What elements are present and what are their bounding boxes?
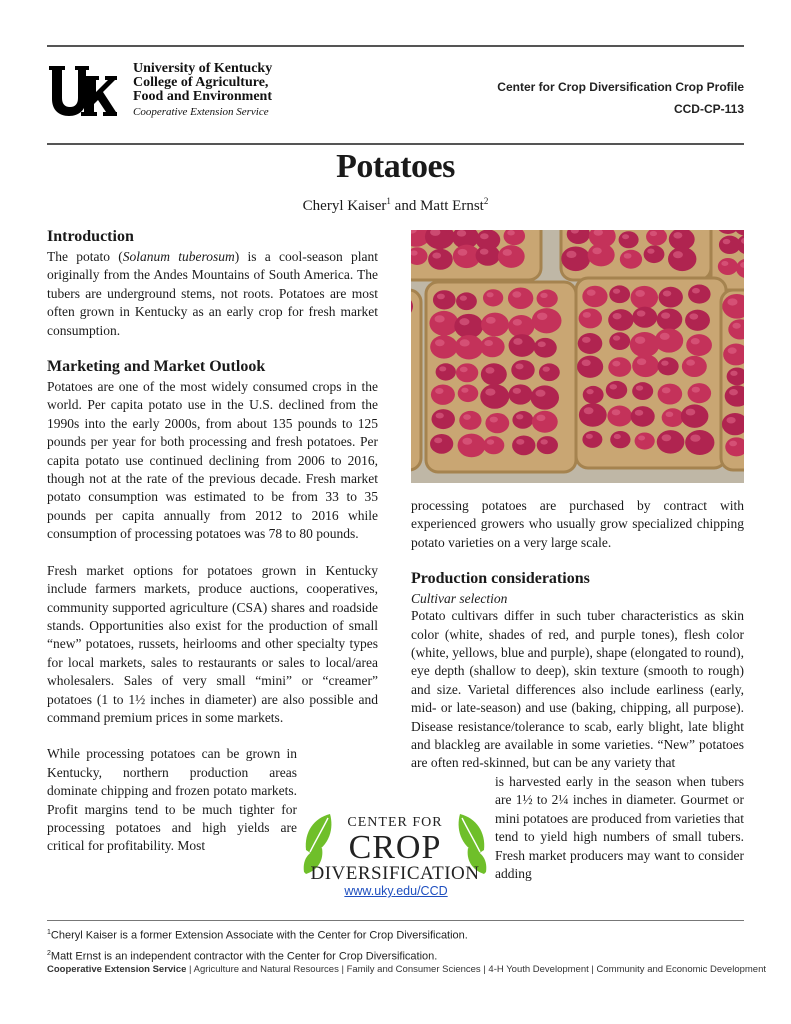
- institution-line-1: University of Kentucky: [133, 61, 273, 76]
- potato-highlight: [660, 333, 670, 340]
- potato-highlight: [485, 367, 494, 373]
- ccd-logo-line-2: CROP: [348, 829, 442, 866]
- left-column: [47, 228, 378, 874]
- potato: [688, 285, 710, 304]
- potato: [608, 309, 633, 331]
- potato-highlight: [690, 434, 700, 441]
- potato: [539, 363, 560, 381]
- potato: [609, 332, 630, 350]
- author-2-sup: 2: [483, 196, 489, 206]
- potato: [619, 231, 639, 248]
- potato-highlight: [462, 438, 472, 445]
- potato-highlight: [686, 409, 696, 416]
- header-rule: [47, 143, 744, 145]
- potato-highlight: [662, 387, 671, 393]
- potato-highlight: [686, 360, 695, 366]
- potato: [480, 384, 509, 409]
- potato: [685, 310, 710, 331]
- potato-highlight: [729, 441, 737, 447]
- potato: [455, 335, 484, 360]
- potato: [483, 289, 503, 306]
- potato-highlight: [726, 417, 735, 424]
- potato-highlight: [459, 318, 469, 325]
- potato: [498, 245, 525, 268]
- potato: [431, 409, 454, 429]
- marketing-heading: Marketing and Market Outlook: [47, 358, 266, 376]
- potato: [579, 308, 602, 328]
- potato: [537, 290, 558, 308]
- potato-highlight: [622, 234, 629, 239]
- author-joiner: and: [390, 198, 421, 214]
- institution-line-2: College of Agriculture,: [133, 75, 269, 90]
- potato: [658, 287, 682, 308]
- potato: [485, 413, 509, 433]
- potato-highlight: [635, 336, 645, 343]
- potato-highlight: [592, 247, 601, 254]
- potato-highlight: [730, 371, 737, 376]
- potato-highlight: [637, 310, 646, 316]
- potato: [508, 287, 533, 309]
- potato: [429, 311, 458, 336]
- potato-highlight: [613, 335, 620, 340]
- potato-highlight: [432, 253, 441, 259]
- marketing-paragraph-1: Potatoes are one of the most widely consumed crops in the world. Per capita potato use in the U.S. declined from the 1990s into the early 2000s, from about 135 pounds to 125 pounds per year for both processing and fresh potatoes. Per capita potato use continued declining from 2006 to 2016, though not at the rate of the previous decade. Fresh market potato consumption was estimated to be from 33 to 35 pounds per capita annually from 2012 to 2016 while consumption of processing potatoes was 78 to 80 pounds.: [47, 379, 378, 542]
- potato-highlight: [480, 249, 489, 255]
- potato-highlight: [566, 251, 576, 258]
- potato: [662, 408, 684, 427]
- intro-paragraph: [47, 248, 378, 340]
- potato: [509, 334, 536, 357]
- cultivar-paragraph: Potato cultivars differ in such tuber characteristics as skin color (white, shades of red, and purple tones), flesh color (white, yellows, blue and purple), shape (elongated to round), eye depth (shallow to deep), skin texture (smooth to rough) and size. Varietal differences also include earliness (early, mid- or late-season) and use (baking, chipping, all purpose). Disease resistance/tolerance to scab, early blight, late blight and blackleg are available in some varieties. “New” potatoes are often red-skinned, but can be any variety that: [411, 608, 744, 771]
- footnote-2-text: Matt Ernst is an independent contractor with the Center for Crop Diversification.: [50, 950, 438, 963]
- potato-highlight: [661, 360, 668, 365]
- potato: [454, 314, 483, 339]
- potato-highlight: [587, 290, 596, 296]
- potato: [644, 245, 665, 263]
- footnote-2-marker: 2: [47, 949, 51, 957]
- potato-highlight: [613, 289, 620, 294]
- potato: [430, 434, 453, 454]
- potato-highlight: [486, 317, 496, 324]
- potato-highlight: [692, 387, 700, 393]
- potato-highlight: [624, 253, 632, 259]
- potato-highlight: [586, 389, 593, 394]
- footnote-1: [47, 924, 468, 945]
- intro-heading: Introduction: [47, 228, 134, 245]
- potato: [632, 354, 659, 377]
- potato: [658, 384, 683, 405]
- potato-highlight: [647, 248, 654, 253]
- potato-highlight: [434, 437, 442, 443]
- potato: [681, 404, 709, 427]
- potato: [508, 315, 534, 337]
- potato: [531, 385, 560, 409]
- potato: [632, 307, 657, 328]
- potato: [456, 292, 477, 310]
- potato-highlight: [460, 296, 467, 301]
- potato-highlight: [513, 388, 521, 394]
- potato: [631, 406, 655, 427]
- potato: [635, 432, 655, 449]
- potato-highlight: [460, 339, 470, 346]
- potato-highlight: [535, 390, 545, 397]
- potato: [476, 245, 501, 266]
- potato-highlight: [536, 415, 545, 421]
- potato-highlight: [435, 388, 443, 394]
- potato-highlight: [458, 249, 468, 256]
- ccd-logo-line-1: CENTER FOR: [347, 815, 443, 830]
- potato: [588, 243, 615, 266]
- potato-highlight: [435, 339, 445, 346]
- potato-highlight: [516, 439, 524, 445]
- potato-highlight: [636, 385, 643, 390]
- potato: [431, 384, 455, 404]
- footnote-1-marker: 1: [47, 929, 51, 936]
- potato: [632, 382, 653, 400]
- potato-highlight: [582, 360, 591, 367]
- potato: [582, 431, 602, 448]
- potato-highlight: [480, 233, 489, 239]
- potato-highlight: [487, 292, 494, 297]
- potato-highlight: [650, 231, 657, 236]
- footnote-rule: [47, 920, 744, 921]
- potato-highlight: [512, 291, 521, 297]
- author-1-sup: 1: [386, 196, 391, 206]
- potato: [582, 286, 607, 307]
- potato: [436, 363, 456, 380]
- footnote-1-text: Cheryl Kaiser is a former Extension Associate with the Center for Crop Diversification.: [50, 929, 468, 942]
- potato: [456, 363, 478, 382]
- potato-baskets-photo: [411, 230, 744, 483]
- potato: [657, 308, 683, 330]
- potato: [459, 411, 481, 430]
- potato: [537, 436, 558, 454]
- potato: [688, 383, 712, 403]
- potato-highlight: [515, 363, 523, 369]
- potato-highlight: [612, 361, 620, 367]
- potato: [512, 411, 533, 429]
- author-2: Matt Ernst: [420, 198, 484, 214]
- potato-highlight: [584, 407, 594, 414]
- intro-text-a: The potato (: [47, 249, 123, 264]
- potato: [718, 258, 738, 275]
- potato: [668, 247, 696, 271]
- potato: [480, 336, 505, 357]
- potato: [608, 357, 631, 377]
- footnote-2: [47, 945, 468, 966]
- potato-highlight: [635, 290, 645, 297]
- cultivar-subhead: Cultivar selection: [411, 591, 508, 607]
- potato: [532, 411, 558, 433]
- potato-highlight: [463, 414, 471, 420]
- potato-highlight: [582, 337, 591, 343]
- potato: [508, 384, 532, 404]
- potato: [481, 363, 507, 385]
- page-title: Potatoes: [336, 148, 455, 185]
- potato-highlight: [732, 323, 740, 329]
- potato-highlight: [673, 232, 682, 238]
- uk-logo-icon: [47, 64, 117, 120]
- potato-highlight: [729, 389, 738, 395]
- ccd-logo-line-3: DIVERSIFICATION: [310, 863, 480, 884]
- footer-bold: Cooperative Extension Service: [47, 964, 187, 975]
- potato-baskets-image: [411, 230, 744, 483]
- potato-highlight: [614, 434, 621, 439]
- potato: [579, 403, 607, 427]
- profile-label: [497, 76, 744, 120]
- potato-highlight: [661, 312, 670, 318]
- potato-highlight: [487, 439, 494, 444]
- potato-highlight: [457, 230, 466, 237]
- cultivar-paragraph-continued: is harvested early in the season when tubers are 1½ to 2¼ inches in diameter. Gourmet or mini potatoes are produced from varieties that tend to yield high numbers of small tubers. Fresh market producers may want to consider adding: [495, 773, 744, 881]
- potato-highlight: [507, 230, 515, 235]
- footnotes: [47, 924, 468, 965]
- basket-6: [411, 290, 421, 470]
- potato-highlight: [537, 313, 547, 320]
- potato-highlight: [436, 413, 444, 419]
- potato-highlight: [689, 313, 698, 319]
- potato: [583, 386, 604, 404]
- top-rule: [47, 45, 744, 47]
- potato-highlight: [612, 409, 621, 415]
- potato-highlight: [543, 367, 550, 372]
- potato-highlight: [728, 347, 737, 353]
- potato: [483, 436, 504, 454]
- authors-line: [0, 196, 791, 215]
- potato-highlight: [490, 417, 498, 423]
- potato-highlight: [461, 388, 468, 393]
- institution-block: [133, 62, 272, 120]
- profile-series: Center for Crop Diversification Crop Profile: [497, 80, 744, 94]
- potato-highlight: [721, 261, 728, 266]
- potato: [655, 329, 683, 353]
- potato-highlight: [727, 298, 737, 305]
- marketing-paragraph-3: While processing potatoes can be grown in Kentucky, northern production areas dominate chipping and frozen potato markets. Profit margins tend to be much tighter for processing potatoes and high yields are critical for profitability. Most: [47, 746, 297, 854]
- author-1: Cheryl Kaiser: [302, 198, 387, 214]
- potato-highlight: [513, 338, 522, 345]
- potato-highlight: [439, 366, 446, 371]
- potato-highlight: [540, 439, 547, 444]
- intro-scientific-name: Solanum tuberosum: [122, 249, 235, 264]
- institution-line-4: Cooperative Extension Service: [133, 106, 269, 118]
- potato: [458, 434, 486, 458]
- potato-highlight: [484, 340, 493, 346]
- potato: [607, 406, 632, 427]
- potato-highlight: [437, 294, 445, 300]
- marketing-paragraph-2: Fresh market options for potatoes grown in Kentucky include farmers markets, produce auctions, cooperatives, community supported agriculture (CSA) shares and roadside stands. Opportunities also exist for the production of small “new” potatoes, russets, heirlooms and other specialty types for local markets, sales to restaurants or sales to local/area wholesalers. Sales of very small “mini” or “creamer” potatoes (1 to 1½ inches in diameter) are also possible and command premium prices in some markets.: [47, 562, 378, 725]
- potato: [512, 435, 535, 455]
- potato-highlight: [635, 410, 643, 416]
- potato: [578, 333, 603, 354]
- potato: [657, 357, 678, 375]
- potato: [532, 308, 562, 333]
- intro-text-b: ) is a cool-season plant originally from the Andes Mountains of South America. The tubers are underground stems, not roots. Potatoes are most often grown in Kentucky as an early crop for fresh market consumption.: [47, 249, 379, 338]
- potato-highlight: [610, 384, 618, 389]
- potato: [609, 285, 630, 303]
- potato-highlight: [538, 341, 546, 347]
- potato-highlight: [673, 251, 683, 258]
- potato: [433, 290, 456, 309]
- potato-highlight: [666, 412, 674, 418]
- footer-program-areas: [47, 964, 767, 975]
- potato-highlight: [435, 315, 445, 322]
- potato-highlight: [460, 367, 468, 373]
- institution-line-3: Food and Environment: [133, 89, 272, 104]
- potato-highlight: [723, 239, 731, 244]
- potato: [686, 334, 712, 356]
- potato: [610, 431, 630, 448]
- potato-highlight: [516, 414, 523, 419]
- ccd-website-link[interactable]: www.uky.edu/CCD: [344, 884, 448, 898]
- production-heading: Production considerations: [411, 570, 590, 588]
- potato: [630, 286, 658, 309]
- potato: [682, 356, 707, 377]
- potato-highlight: [691, 338, 700, 344]
- potato-highlight: [613, 313, 622, 319]
- potato: [620, 250, 642, 269]
- potato: [561, 246, 590, 271]
- potato-highlight: [503, 249, 512, 256]
- potato-highlight: [637, 358, 646, 365]
- potato: [577, 356, 603, 378]
- potato: [428, 249, 453, 270]
- potato-highlight: [638, 435, 645, 440]
- potato: [430, 335, 458, 358]
- potato: [606, 381, 627, 399]
- potato: [657, 430, 685, 454]
- potato-highlight: [663, 290, 672, 296]
- potato: [630, 332, 660, 357]
- footer-rest: | Agriculture and Natural Resources | Family and Consumer Sciences | 4-H Youth Development | Community and Economic Development: [186, 964, 767, 975]
- potato: [458, 385, 479, 403]
- potato-highlight: [583, 312, 591, 318]
- potato-highlight: [662, 434, 672, 441]
- potato-highlight: [485, 388, 495, 395]
- potato: [685, 430, 714, 455]
- potato: [534, 338, 557, 358]
- potato-highlight: [540, 293, 547, 298]
- potato: [511, 360, 534, 380]
- potato-highlight: [513, 319, 522, 326]
- potato-highlight: [586, 434, 593, 439]
- potato: [481, 313, 509, 337]
- processing-continuation: processing potatoes are purchased by contract with experienced growers who usually grow specialized chipping potato varieties on a very large scale.: [411, 498, 744, 550]
- potato-highlight: [692, 288, 700, 294]
- profile-code: CCD-CP-113: [673, 102, 744, 116]
